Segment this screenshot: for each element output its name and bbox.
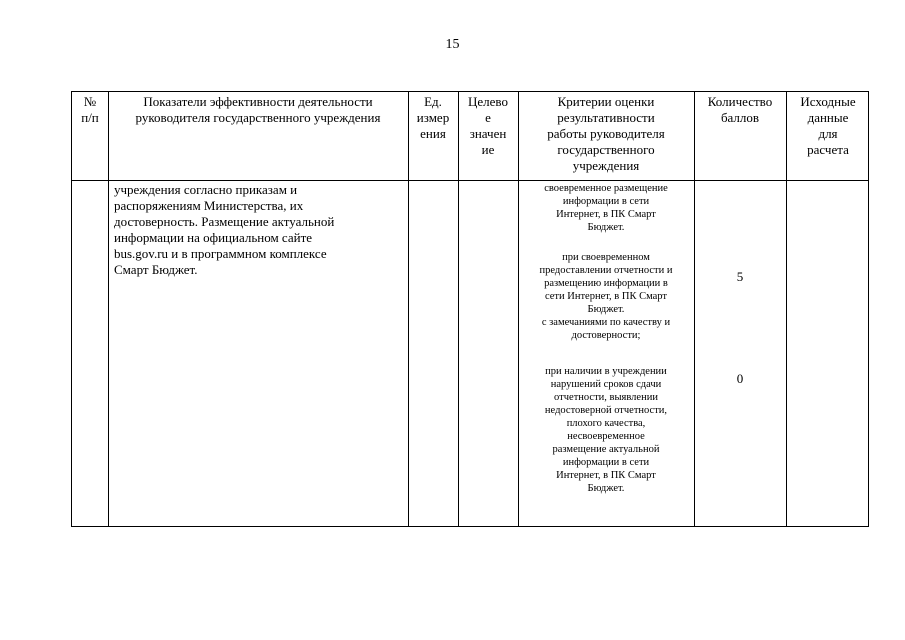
criteria-block-3: при наличии в учреждении нарушений сроков сдачи отчетности, выявлении недостоверной отчетности, плохого качества, несвоевременное размещение актуальной информации в сети Интернет, в ПК Смарт Бюджет. xyxy=(544,366,668,494)
header-indicators: Показатели эффективности деятельности руководителя государственного учреждения xyxy=(135,94,381,125)
points-column xyxy=(694,181,786,527)
header-num: № п/п xyxy=(81,94,99,125)
header-target-value: Целево е значен ие xyxy=(468,94,508,157)
page-number: 15 xyxy=(445,37,460,52)
indicator-description: учреждения согласно приказам и распоряжениям Министерства, их достоверность. Размещение актуальной информации на официальном сайте bus.gov.ru и в программном комплексе Смарт Бюджет. xyxy=(114,182,335,277)
criteria-block-1: своевременное размещение информации в сети Интернет, в ПК Смарт Бюджет. xyxy=(544,183,668,233)
score-value: 5 xyxy=(736,269,744,284)
header-source-data: Исходные данные для расчета xyxy=(800,94,856,157)
indicators-table xyxy=(71,91,869,527)
header-unit: Ед. измер ения xyxy=(416,94,450,141)
header-points: Количество баллов xyxy=(707,94,773,125)
header-criteria: Критерии оценки результативности работы руководителя государственного учреждения xyxy=(547,94,665,173)
criteria-block-2: при своевременном предоставлении отчетности и размещению информации в сети Интернет, в ПК Смарт Бюджет. с замечаниями по качеству и достоверности; xyxy=(539,252,673,341)
score-value: 0 xyxy=(736,371,744,386)
